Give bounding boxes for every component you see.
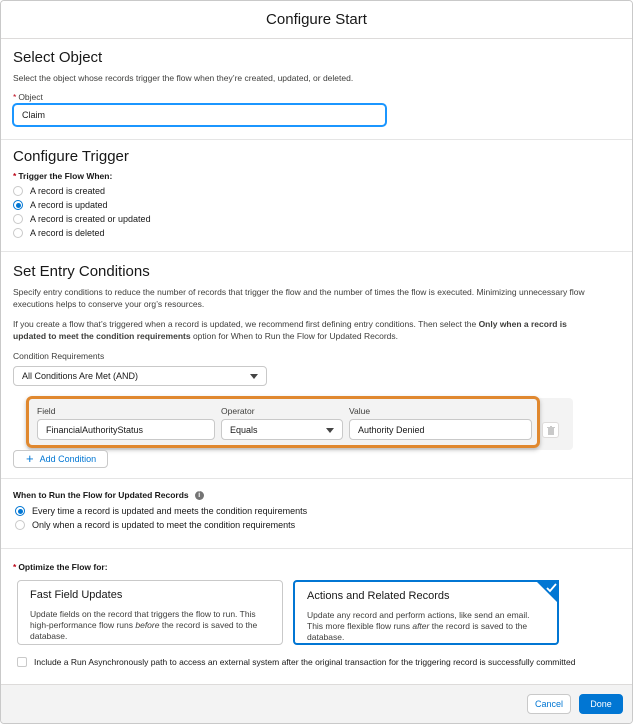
cancel-label: Cancel bbox=[534, 699, 563, 709]
trigger-option-label: A record is created or updated bbox=[30, 214, 151, 224]
run-when-heading-text: When to Run the Flow for Updated Records bbox=[13, 490, 189, 500]
radio-checked-icon[interactable] bbox=[13, 200, 23, 210]
object-label-text: Object bbox=[18, 92, 43, 102]
required-mark: * bbox=[13, 562, 17, 572]
async-checkbox-row[interactable] bbox=[17, 657, 575, 667]
required-mark: * bbox=[13, 92, 17, 102]
trigger-option-label: A record is updated bbox=[30, 200, 108, 210]
operator-select[interactable] bbox=[221, 419, 343, 440]
fast-desc-text-end: the record is saved to the database. bbox=[30, 620, 258, 641]
fast-field-updates-desc bbox=[30, 609, 270, 642]
radio-icon[interactable] bbox=[15, 520, 25, 530]
configure-trigger-heading: Configure Trigger bbox=[13, 148, 129, 165]
radio-checked-icon[interactable] bbox=[15, 506, 25, 516]
add-condition-button[interactable] bbox=[13, 450, 108, 468]
select-object-help: Select the object whose records trigger the flow when they’re created, updated, or deleted. bbox=[13, 73, 354, 83]
object-input-value: Claim bbox=[22, 110, 46, 120]
recommendation-text-end: option for When to Run the Flow for Updated Records. bbox=[190, 331, 398, 341]
value-label: Value bbox=[349, 406, 371, 416]
delete-condition-button[interactable] bbox=[542, 422, 559, 438]
section-divider bbox=[1, 251, 632, 252]
actions-related-records-card[interactable] bbox=[293, 580, 559, 645]
cancel-button[interactable] bbox=[527, 694, 571, 714]
object-label bbox=[13, 92, 620, 102]
trigger-label bbox=[13, 171, 620, 181]
recommendation-text: If you create a flow that’s triggered when a record is updated, we recommend first defining entry conditions. Then select the bbox=[13, 319, 479, 329]
trigger-option-label: A record is created bbox=[30, 186, 106, 196]
radio-icon[interactable] bbox=[13, 186, 23, 196]
field-input-value: FinancialAuthorityStatus bbox=[46, 424, 144, 435]
trash-icon bbox=[547, 426, 555, 435]
entry-conditions-help: Specify entry conditions to reduce the number of records that trigger the flow and the number of times the flow is executed. Minimizing unnecessary flow executions helps to conserve your org’s resources. bbox=[13, 287, 585, 309]
radio-icon[interactable] bbox=[13, 228, 23, 238]
trigger-option-deleted[interactable] bbox=[13, 228, 105, 238]
required-mark: * bbox=[13, 171, 17, 181]
modal-header bbox=[1, 1, 632, 39]
fast-field-updates-title: Fast Field Updates bbox=[30, 589, 123, 601]
optimize-label-text: Optimize the Flow for: bbox=[18, 562, 108, 572]
checkbox-icon[interactable] bbox=[17, 657, 27, 667]
run-when-heading bbox=[13, 490, 204, 500]
recommendation-bold: Only when a record is updated to meet the condition requirements bbox=[13, 319, 567, 341]
done-label: Done bbox=[590, 699, 612, 709]
condition-requirements-select[interactable] bbox=[13, 366, 267, 386]
trigger-option-created[interactable] bbox=[13, 186, 105, 196]
actions-related-records-desc bbox=[307, 610, 545, 643]
object-input[interactable] bbox=[13, 104, 386, 126]
plus-icon: + bbox=[26, 451, 34, 466]
trigger-option-label: A record is deleted bbox=[30, 228, 105, 238]
done-button[interactable] bbox=[579, 694, 623, 714]
operator-label: Operator bbox=[221, 406, 255, 416]
actions-desc-text: Update any record and perform actions, like send an email. This more flexible flow runs bbox=[307, 610, 530, 631]
actions-desc-text-end: the record is saved to the database. bbox=[307, 621, 528, 642]
section-divider bbox=[1, 139, 632, 140]
entry-conditions-section bbox=[1, 263, 632, 361]
trigger-label-text: Trigger the Flow When: bbox=[18, 171, 113, 181]
optimize-label bbox=[13, 562, 108, 572]
fast-desc-emphasis: before bbox=[135, 620, 160, 630]
condition-requirements-value: All Conditions Are Met (AND) bbox=[22, 371, 139, 381]
configure-trigger-section bbox=[1, 148, 632, 181]
trigger-option-updated[interactable] bbox=[13, 200, 108, 210]
select-object-section bbox=[1, 49, 632, 102]
entry-conditions-recommendation bbox=[13, 318, 592, 342]
info-icon[interactable]: i bbox=[195, 491, 204, 500]
field-input[interactable] bbox=[37, 419, 215, 440]
section-divider bbox=[1, 548, 632, 549]
chevron-down-icon bbox=[250, 374, 258, 379]
fast-desc-text: Update fields on the record that triggers the flow to run. This high-performance flow runs bbox=[30, 609, 256, 630]
section-divider bbox=[1, 478, 632, 479]
field-label: Field bbox=[37, 406, 56, 416]
entry-conditions-heading: Set Entry Conditions bbox=[13, 263, 150, 280]
run-when-option-label: Only when a record is updated to meet the condition requirements bbox=[32, 520, 296, 530]
chevron-down-icon bbox=[326, 428, 334, 433]
selected-check-icon bbox=[535, 580, 559, 604]
fast-field-updates-card[interactable] bbox=[17, 580, 283, 645]
select-object-heading: Select Object bbox=[13, 49, 103, 66]
value-input-value: Authority Denied bbox=[358, 424, 425, 435]
operator-select-value: Equals bbox=[230, 424, 258, 435]
run-when-option-label: Every time a record is updated and meets the condition requirements bbox=[32, 506, 308, 516]
add-condition-label: Add Condition bbox=[39, 454, 97, 464]
modal-footer bbox=[1, 684, 632, 723]
modal-title: Configure Start bbox=[266, 11, 367, 28]
radio-icon[interactable] bbox=[13, 214, 23, 224]
async-checkbox-label: Include a Run Asynchronously path to access an external system after the original transaction for the triggering record is successfully committed bbox=[34, 657, 576, 667]
run-when-option-every-time[interactable] bbox=[15, 506, 307, 516]
actions-related-records-title: Actions and Related Records bbox=[307, 590, 450, 602]
condition-requirements-label: Condition Requirements bbox=[13, 351, 105, 361]
value-input[interactable] bbox=[349, 419, 532, 440]
actions-desc-emphasis: after bbox=[412, 621, 430, 631]
trigger-option-created-or-updated[interactable] bbox=[13, 214, 151, 224]
run-when-option-only-when[interactable] bbox=[15, 520, 295, 530]
